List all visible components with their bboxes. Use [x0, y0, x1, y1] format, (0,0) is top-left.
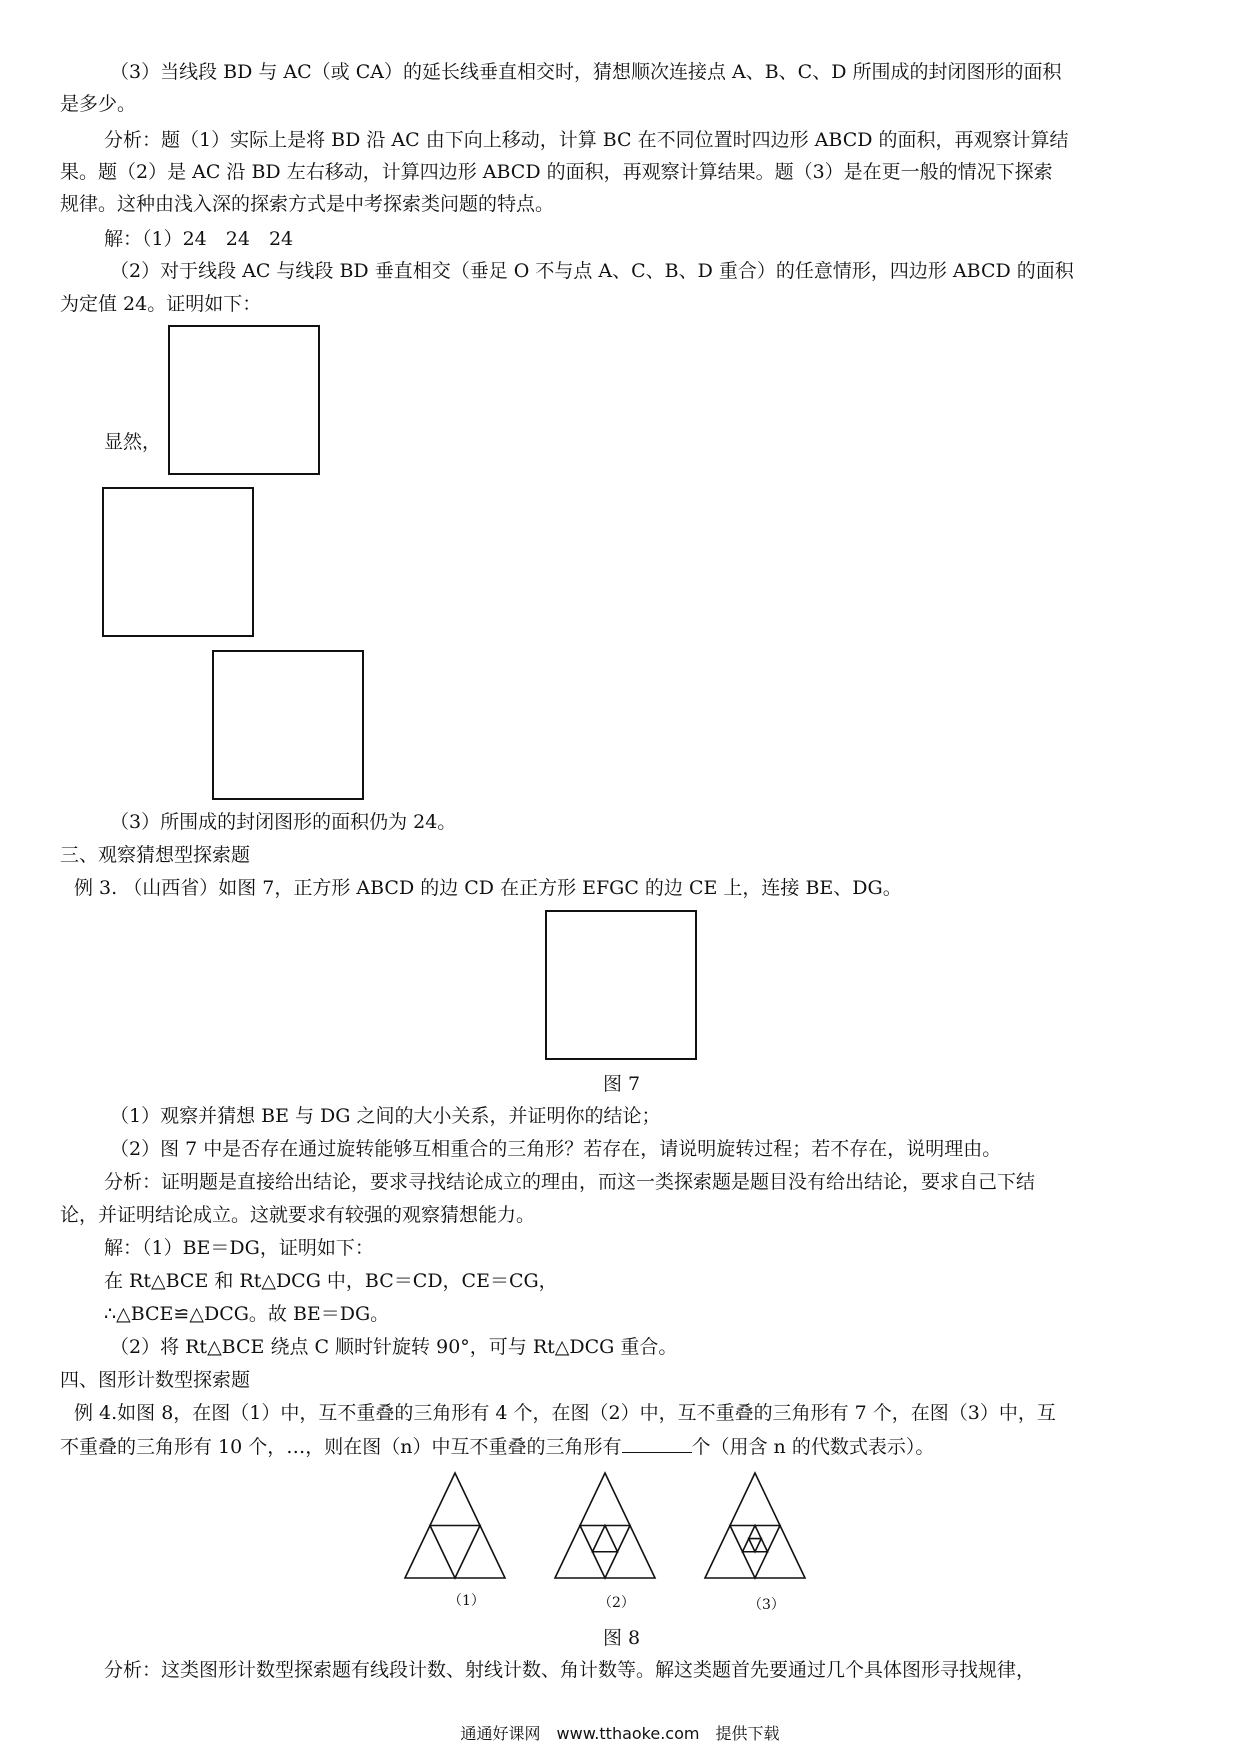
part3: （3）所围成的封闭图形的面积仍为 24。: [110, 811, 457, 833]
fig8-triangle-1: [405, 1473, 505, 1578]
figure-placeholder-2: [102, 487, 254, 637]
solution1: 解：（1）24 24 24: [104, 228, 294, 250]
fig8-triangle-2: [555, 1473, 655, 1578]
answer-blank: [622, 1434, 692, 1453]
example4-line2-start: 不重叠的三角形有 10 个，…，则在图（n）中互不重叠的三角形有: [60, 1436, 622, 1458]
fig8-sub-1: （1）: [448, 1593, 485, 1609]
example4-line2: [60, 1434, 934, 1459]
figure7-placeholder: [545, 910, 697, 1060]
q3-text-line2: 是多少。: [60, 93, 137, 115]
page-footer: 通通好课网 www.tthaoke.com 提供下载: [460, 1724, 780, 1743]
sol3-line2: 在 Rt△BCE 和 Rt△DCG 中，BC＝CD，CE＝CG，: [104, 1270, 558, 1292]
ex3-q1: （1）观察并猜想 BE 与 DG 之间的大小关系，并证明你的结论；: [110, 1105, 661, 1127]
example4-line1: 例 4.如图 8，在图（1）中，互不重叠的三角形有 4 个，在图（2）中，互不重叠的三角形有 7 个，在图（3）中，互: [74, 1402, 1056, 1424]
sol3-line4: （2）将 Rt△BCE 绕点 C 顺时针旋转 90°，可与 Rt△DCG 重合。: [110, 1336, 678, 1358]
analysis2-line1: 分析：证明题是直接给出结论，要求寻找结论成立的理由，而这一类探索题是题目没有给出结论，要求自己下结: [104, 1171, 1036, 1193]
fig8-sub-3: （3）: [748, 1597, 785, 1613]
fig7-caption: 图 7: [603, 1073, 641, 1095]
obviously-label: 显然，: [104, 431, 162, 453]
sol3-line3: ∴△BCE≌△DCG。故 BE＝DG。: [104, 1303, 390, 1325]
figure-placeholder-3: [212, 650, 364, 800]
example3: 例 3. （山西省）如图 7，正方形 ABCD 的边 CD 在正方形 EFGC 的边 CE 上，连接 BE、DG。: [74, 877, 902, 899]
ex3-q2: （2）图 7 中是否存在通过旋转能够互相重合的三角形？若存在，请说明旋转过程；若不存在，说明理由。: [110, 1138, 1002, 1160]
figure-placeholder-1: [168, 325, 320, 475]
analysis1-line1: 分析：题（1）实际上是将 BD 沿 AC 由下向上移动，计算 BC 在不同位置时四边形 ABCD 的面积，再观察计算结: [104, 129, 1069, 151]
analysis2-line2: 论，并证明结论成立。这就要求有较强的观察猜想能力。: [60, 1204, 536, 1226]
analysis3: 分析：这类图形计数型探索题有线段计数、射线计数、角计数等。解这类题首先要通过几个具体图形寻找规律，: [104, 1659, 1036, 1681]
section4-heading: 四、图形计数型探索题: [60, 1369, 251, 1391]
sol3-line1: 解：（1）BE＝DG，证明如下：: [104, 1237, 374, 1259]
fig8-sub-2: （2）: [598, 1595, 635, 1611]
part2-line1: （2）对于线段 AC 与线段 BD 垂直相交（垂足 O 不与点 A、C、B、D 重合）的任意情形，四边形 ABCD 的面积: [110, 260, 1074, 282]
analysis1-line3: 规律。这种由浅入深的探索方式是中考探索类问题的特点。: [60, 193, 555, 215]
fig8-caption: 图 8: [603, 1627, 641, 1649]
example4-line2-end: 个（用含 n 的代数式表示）。: [691, 1436, 935, 1458]
fig8-triangle-3: [705, 1473, 805, 1578]
section3-heading: 三、观察猜想型探索题: [60, 844, 251, 866]
q3-text-line1: （3）当线段 BD 与 AC（或 CA）的延长线垂直相交时，猜想顺次连接点 A、B、C、D 所围成的封闭图形的面积: [110, 61, 1062, 83]
analysis1-line2: 果。题（2）是 AC 沿 BD 左右移动，计算四边形 ABCD 的面积，再观察计算结果。题（3）是在更一般的情况下探索: [60, 161, 1053, 183]
part2-line2: 为定值 24。证明如下：: [60, 293, 262, 315]
